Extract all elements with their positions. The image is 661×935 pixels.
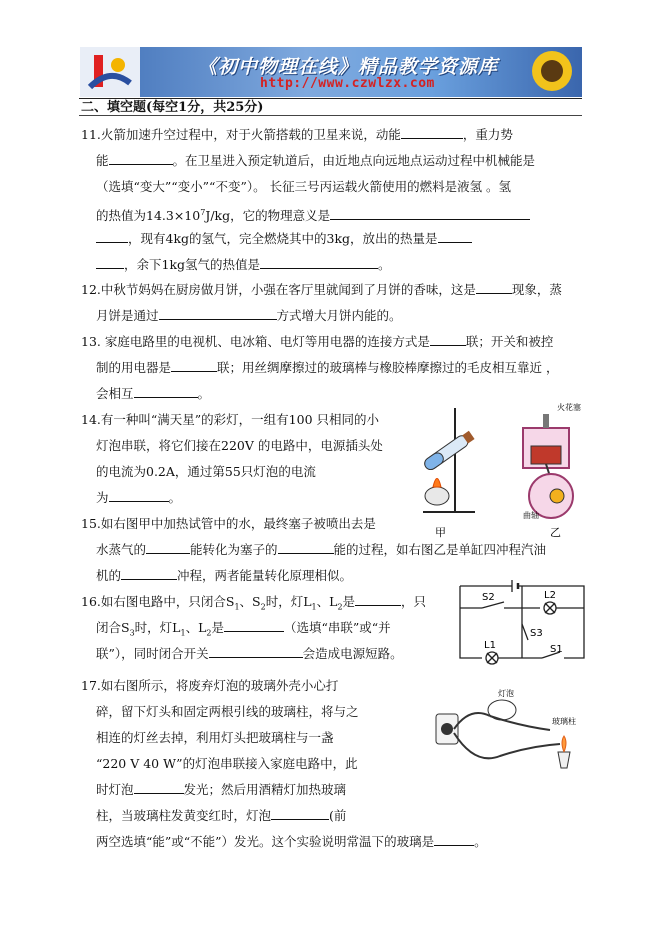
svg-text:S3: S3 (530, 628, 543, 639)
q15-line2: 水蒸气的 能转化为塞子的 能的过程，如右图乙是单缸四冲程汽油 (96, 542, 547, 557)
q13-line1: 13. 家庭电路里的电视机、电冰箱、电灯等用电器的连接方式是 联；开关和被控 (81, 334, 554, 349)
q17-blank1[interactable] (134, 781, 184, 794)
q12-blank1[interactable] (476, 281, 512, 294)
q15-line3: 机的 冲程，两者能量转化原理相似。 (96, 568, 353, 583)
q13-blank2[interactable] (171, 359, 217, 372)
q11-blank4[interactable] (438, 230, 472, 243)
q11-blank3[interactable] (330, 207, 530, 220)
svg-text:乙: 乙 (550, 526, 561, 539)
q16-line1: 16.如右图电路中，只闭合$S_1$、$S_2$时，灯$L_1$、$L_2$是 ，只 (81, 594, 427, 612)
q17-line5: 时灯泡 发光；然后用酒精灯加热玻璃 (96, 782, 347, 797)
q14-blank1[interactable] (109, 489, 169, 502)
q16-blank3[interactable] (209, 645, 303, 658)
figure-jia (422, 408, 475, 539)
svg-text:灯泡: 灯泡 (498, 689, 514, 698)
q16-blank1[interactable] (355, 593, 401, 606)
q11-line3: （选填“变大”“变小”“不变”）。 长征三号丙运载火箭使用的燃料是液氢 。氢 (96, 179, 512, 194)
q17-line4: “220 V 40 W”的灯泡串联接入家庭电路中，此 (96, 756, 358, 771)
banner-url[interactable]: http://www.czwlzx.com (260, 76, 435, 91)
q17-blank2[interactable] (271, 807, 329, 820)
q11-line5: ，现有4kg的氢气，完全燃烧其中的3kg，放出的热量是 (96, 230, 472, 247)
banner-title: 《初中物理在线》精品教学资源库 (198, 56, 499, 78)
svg-text:火花塞: 火花塞 (557, 403, 581, 412)
header-banner (80, 47, 582, 97)
svg-text:甲: 甲 (435, 526, 446, 539)
q12-line2: 月饼是通过 方式增大月饼内能的。 (96, 308, 402, 323)
q15-blank1[interactable] (146, 541, 190, 554)
q11-line6: ，余下1kg氢气的热值是 。 (96, 256, 391, 273)
q15-blank2[interactable] (278, 541, 334, 554)
figure-jia-yi (405, 400, 591, 545)
section-heading: 二、填空题(每空1分，共25分) (81, 100, 264, 115)
q17-line7: 两空选填“能”或“不能”）发光。这个实验说明常温下的玻璃是 。 (96, 834, 487, 849)
q15-line1: 15.如右图甲中加热试管中的水，最终塞子被喷出去是 (81, 516, 376, 531)
q13-line2: 制的用电器是 联；用丝绸摩擦过的玻璃棒与橡胶棒摩擦过的毛皮相互靠近 ， (96, 360, 559, 375)
q11-blank4b[interactable] (96, 256, 124, 269)
q14-line1: 14.有一种叫“满天星”的彩灯，一组有100 只相同的小 (81, 412, 379, 427)
svg-text:S1: S1 (550, 644, 563, 655)
q14-line3: 的电流为0.2A，通过第55只灯泡的电流 (96, 464, 316, 479)
q17-line6: 柱，当玻璃柱发黄变红时，灯泡 (前 (96, 808, 347, 823)
q17-line1: 17.如右图所示，将废弃灯泡的玻璃外壳小心打 (81, 678, 339, 693)
svg-text:S2: S2 (482, 592, 495, 603)
q11-blank3b[interactable] (96, 230, 128, 243)
figure-bulb-experiment (430, 686, 590, 786)
q12-line1: 12.中秋节妈妈在厨房做月饼，小强在客厅里就闻到了月饼的香味，这是 现象，蒸 (81, 282, 562, 297)
svg-text:曲轴: 曲轴 (523, 511, 539, 520)
q16-blank2[interactable] (224, 619, 284, 632)
q17-line3: 相连的灯丝去掉，利用灯头把玻璃柱与一盏 (96, 730, 334, 745)
figure-yi (523, 402, 581, 539)
q11-line4: 的热值为$14.3\times 10^7J/kg$，它的物理意义是 (96, 204, 530, 224)
q13-blank3[interactable] (134, 385, 198, 398)
svg-text:玻璃柱: 玻璃柱 (552, 717, 576, 726)
svg-text:L1: L1 (484, 640, 496, 651)
svg-text:L2: L2 (544, 590, 556, 601)
q16-line2: 闭合$S_3$时，灯$L_1$、$L_2$是 （选填“串联”或“并 (96, 620, 391, 638)
q11-line2: 能 。在卫星进入预定轨道后，由近地点向远地点运动过程中机械能是 (96, 153, 536, 168)
q17-line2: 碎，留下灯头和固定两根引线的玻璃柱，将与之 (96, 704, 359, 719)
q17-blank3[interactable] (434, 833, 474, 846)
q14-line2: 灯泡串联，将它们接在220V 的电路中，电源插头处 (96, 438, 383, 453)
q14-line4: 为 。 (96, 490, 182, 505)
section-rule (79, 115, 582, 116)
q11-blank5[interactable] (260, 256, 378, 269)
figure-circuit (452, 578, 592, 670)
q13-blank1[interactable] (430, 333, 466, 346)
q12-blank2[interactable] (159, 307, 277, 320)
q13-line3: 会相互 。 (96, 386, 211, 401)
sunflower-icon (510, 47, 582, 97)
q11-line1: 11.火箭加速升空过程中，对于火箭搭载的卫星来说，动能 ，重力势 (81, 127, 513, 142)
q11-blank2[interactable] (109, 152, 173, 165)
q11-blank1[interactable] (401, 126, 463, 139)
q16-line3: 联”），同时闭合开关 会造成电源短路。 (96, 646, 403, 661)
site-logo (80, 47, 140, 97)
q15-blank3[interactable] (121, 567, 177, 580)
